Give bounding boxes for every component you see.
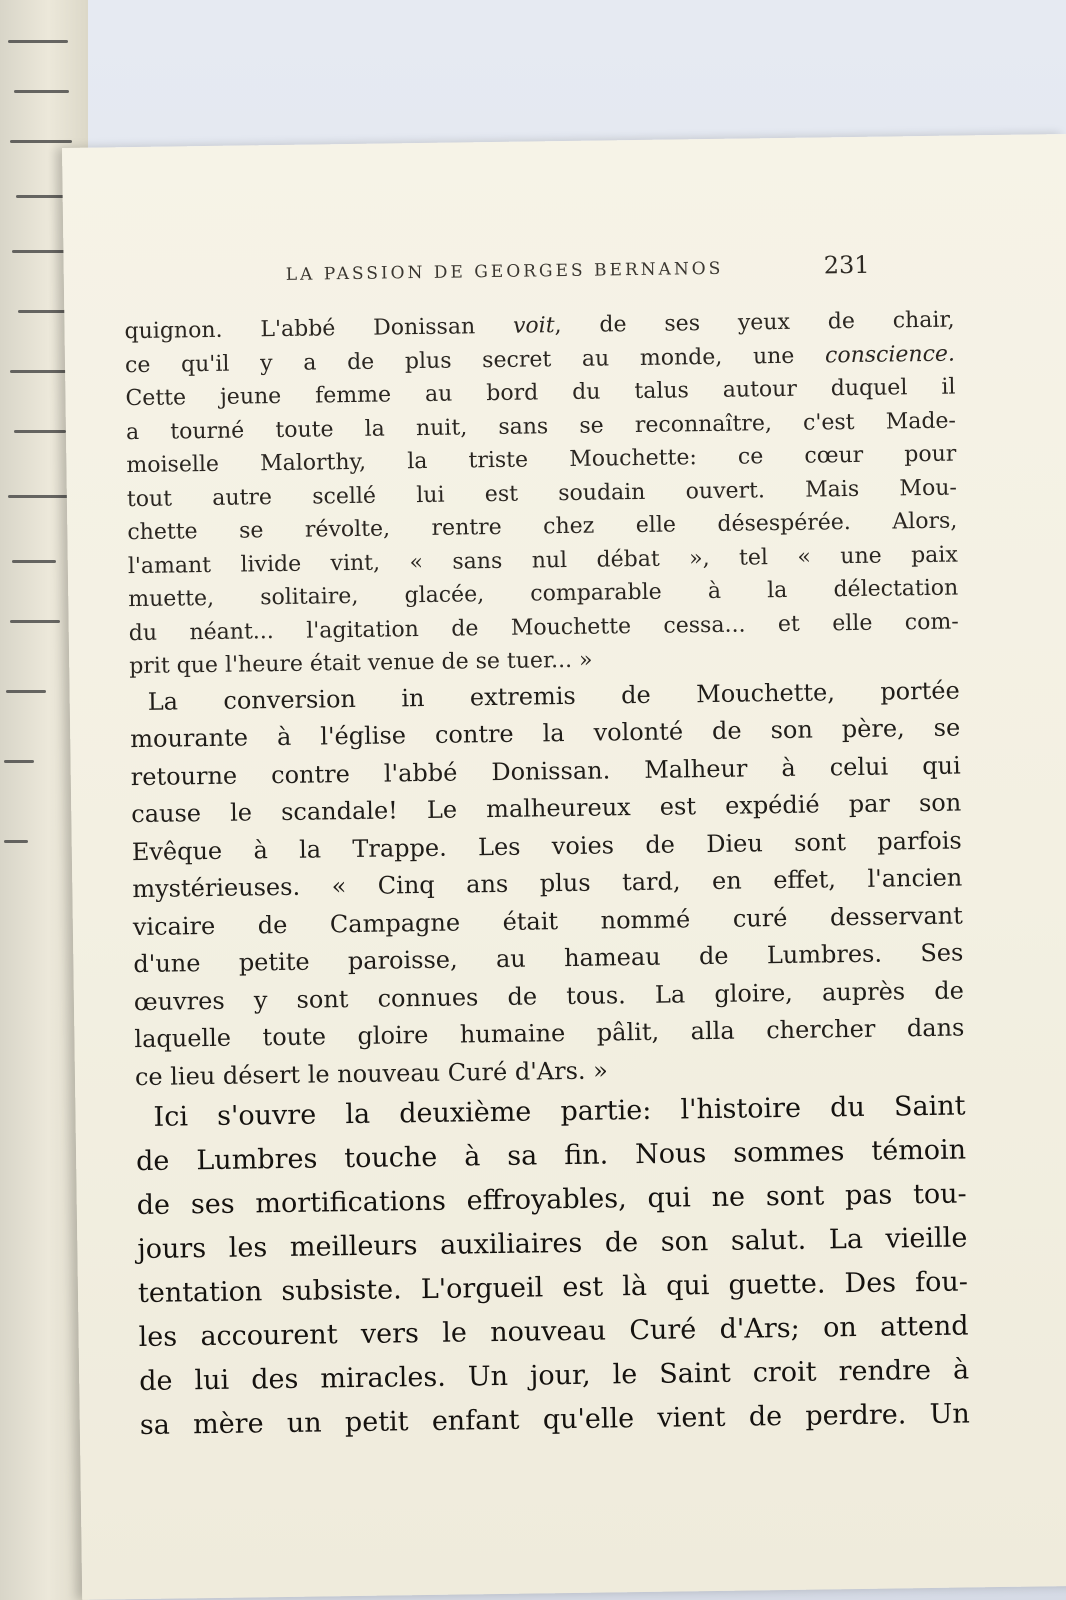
text-line: Ici s'ouvre la deuxième partie: l'histoire du Saint: [153, 1090, 966, 1133]
page-header: [64, 247, 1024, 300]
running-title: LA PASSION DE GEORGES BERNANOS: [285, 258, 724, 285]
text-line: prit que l'heure était venue de se tuer... »: [129, 647, 593, 680]
body-text: [124, 304, 970, 1448]
facing-page-text-fragment: [6, 690, 46, 693]
text-line: mourante à l'église contre la volonté de son père, se: [130, 713, 961, 754]
text-line: du néant... l'agitation de Mouchette cessa... et elle com-: [128, 609, 959, 646]
text-line: moiselle Malorthy, la triste Mouchette: ce cœur pour: [126, 441, 957, 479]
text-line: vicaire de Campagne était nommé curé desservant: [132, 900, 963, 941]
text-line: cause le scandale! Le malheureux est expédié par son: [131, 788, 962, 829]
facing-page-text-fragment: [12, 250, 70, 253]
page-number: 231: [823, 250, 870, 280]
text-line: a tourné toute la nuit, sans se reconnaître, c'est Made-: [125, 408, 957, 445]
facing-page-text-fragment: [4, 840, 28, 843]
text-line: d'une petite paroisse, au hameau de Lumbres. Ses: [133, 938, 964, 979]
text-line: de ses mortifications effroyables, qui ne sont pas tou-: [136, 1178, 967, 1222]
facing-page-text-fragment: [14, 430, 66, 433]
text-line: Cette jeune femme au bord du talus autour duquel il: [125, 374, 956, 412]
facing-page-text-fragment: [4, 760, 34, 763]
text-line: l'amant livide vint, « sans nul débat », tel « une paix: [127, 542, 958, 579]
text-line: tentation subsiste. L'orgueil est là qui guette. Des fou-: [137, 1266, 969, 1310]
text-line: mystérieuses. « Cinq ans plus tard, en effet, l'ancien: [132, 863, 963, 904]
text-line: jours les meilleurs auxiliaires de son salut. La vieille: [137, 1222, 968, 1266]
text-line: sa mère un petit enfant qu'elle vient de perdre. Un: [139, 1398, 970, 1442]
text-line: laquelle toute gloire humaine pâlit, alla chercher dans: [134, 1013, 965, 1054]
paragraph-3: [135, 1084, 970, 1448]
italic-word: conscience.: [824, 341, 956, 368]
facing-page-text-fragment: [14, 90, 69, 93]
text-line: de Lumbres touche à sa fin. Nous sommes témoin: [135, 1134, 967, 1178]
facing-page-text-fragment: [10, 370, 66, 373]
facing-page-text-fragment: [18, 310, 66, 313]
facing-page-text-fragment: [10, 620, 60, 623]
paragraph-2: [129, 672, 965, 1096]
facing-page-text-fragment: [12, 560, 56, 563]
text-segment: , de ses yeux de chair,: [554, 307, 955, 339]
text-line: retourne contre l'abbé Donissan. Malheur à celui qui: [130, 751, 961, 791]
book-page: [62, 134, 1066, 1600]
text-segment: ce qu'il y a de plus secret au monde, une: [124, 342, 826, 378]
text-line: La conversion in extremis de Mouchette, portée: [147, 676, 960, 716]
text-line: les accourent vers le nouveau Curé d'Ars; on attend: [138, 1310, 969, 1354]
text-line: œuvres y sont connues de tous. La gloire, auprès de: [133, 975, 965, 1016]
facing-page-text-fragment: [10, 140, 72, 143]
text-line: muette, solitaire, glacée, comparable à la délectation: [128, 575, 959, 613]
facing-page-text-fragment: [8, 40, 68, 43]
facing-page-text-fragment: [8, 495, 68, 498]
text-line: chette se révolte, rentre chez elle désespérée. Alors,: [127, 508, 958, 546]
text-line: tout autre scellé lui est soudain ouvert. Mais Mou-: [126, 475, 958, 512]
paragraph-1: [124, 304, 959, 684]
text-segment: quignon. L'abbé Donissan: [124, 313, 514, 345]
text-line: ce lieu désert le nouveau Curé d'Ars. »: [134, 1055, 609, 1091]
text-line: Evêque à la Trappe. Les voies de Dieu sont parfois: [131, 826, 962, 866]
italic-word: voit: [512, 313, 555, 339]
text-line: de lui des miracles. Un jour, le Saint croit rendre à: [139, 1354, 970, 1398]
facing-page-text-fragment: [16, 195, 66, 198]
